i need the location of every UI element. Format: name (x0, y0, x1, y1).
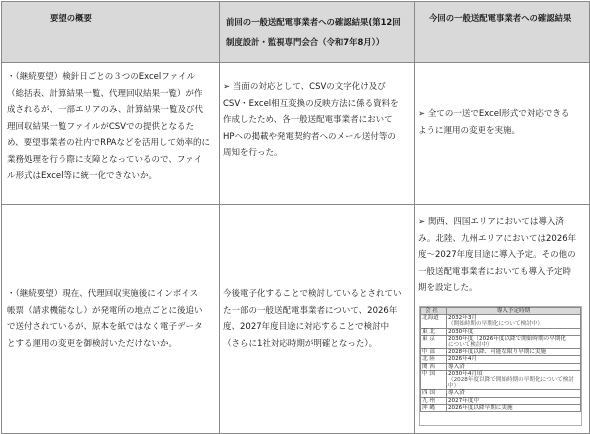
text-line: （総括表、計算結果一覧、代理回収結果一覧）が作 (7, 88, 203, 99)
text-line: 度、2027年度目途に対応することで検討中 (223, 322, 390, 332)
schedule-line: 2030年度（2026年度以降で開始時期の早期化 (448, 335, 566, 342)
schedule-row (421, 315, 581, 328)
schedule-timing (447, 370, 581, 390)
text-line: ように運用の変更を実施。 (418, 125, 521, 136)
schedule-header-row (421, 308, 581, 315)
text-line: 成されるが、一部エリアのみ、計算結果一覧及び代 (7, 105, 204, 115)
header-col3-text: 今回の一般送配電事業者への確認結果 (429, 13, 572, 23)
text-line: 期を設定した。 (418, 283, 478, 293)
text-line: た一部の一般送配電事業者について、2026年 (223, 305, 398, 316)
schedule-company: 東 京 (421, 335, 447, 348)
text-line: ➢ 全ての一送でExcel形式で対応できる (418, 109, 570, 119)
row2-request-cell (2, 205, 220, 434)
schedule-line: 2032年3月 (448, 315, 477, 322)
schedule-row (421, 370, 581, 390)
schedule-timing (447, 363, 581, 370)
schedule-row (421, 404, 581, 411)
schedule-company: 中 国 (421, 370, 447, 390)
schedule-company: 九 州 (421, 397, 447, 404)
text-line: 周知を行った。 (223, 148, 283, 158)
requests-table (1, 1, 590, 434)
text-line: ➢ 当面の対応として、CSVの文字化け及び (223, 82, 386, 92)
row2-previous-cell (220, 205, 415, 434)
schedule-row (421, 397, 581, 404)
schedule-line: 中） (448, 383, 460, 390)
text-line: 作成したため、各一般送配電事業者において (223, 115, 393, 125)
text-line: CSV・Excel相互変換の反映方法に係る資料を (223, 98, 399, 109)
text-line: 度～2027年度目途に導入予定。その他の (418, 250, 576, 260)
schedule-timing (447, 397, 581, 404)
schedule-company: 東 北 (421, 328, 447, 335)
table-row (2, 205, 590, 434)
schedule-company: 中 部 (421, 349, 447, 356)
row2-current-cell (415, 205, 590, 434)
schedule-line: 2026年度以降早期に実施 (448, 404, 513, 411)
schedule-line: （開始時期の早期化について検討中） (448, 321, 543, 328)
header-col1-text: 要望の概要 (50, 13, 92, 23)
schedule-timing (447, 390, 581, 397)
schedule-row (421, 349, 581, 356)
text-line: ・（継続要望）現在、代理回収実施後にインボイス (7, 289, 199, 299)
header-col2-line2: 制度設計・監視専門会合（令和7年8月）） (226, 37, 385, 47)
text-line: 一般送配電事業者においても導入予定時 (418, 266, 572, 277)
row1-request-cell (2, 63, 220, 205)
schedule-timing (447, 356, 581, 363)
schedule-line: 導入済 (448, 363, 465, 370)
schedule-row (421, 363, 581, 370)
schedule-timing (447, 328, 581, 335)
schedule-timing (447, 335, 581, 348)
header-col2-line1: 前回の一般送配電事業者への確認結果(第12回 (226, 17, 401, 27)
header-col2-text (226, 12, 410, 52)
header-previous-result (220, 2, 415, 63)
schedule-line: 2030年度 (448, 328, 474, 335)
schedule-row (421, 356, 581, 363)
schedule-inset-table (419, 306, 582, 426)
text-line: （さらに1社対応時期が明確となった）。 (223, 338, 378, 349)
text-line: 理回収結果一覧ファイルがCSVでの提供となるた (7, 121, 194, 132)
schedule-company: 北 陸 (421, 356, 447, 363)
schedule-line: 2028年度以降、可能な限り早期に実施 (448, 349, 547, 356)
text-line: とする運用の変更を御検討いただけないか。 (7, 338, 178, 349)
schedule-row (421, 390, 581, 397)
row1-request-text (7, 69, 210, 185)
text-line: み。北陸、九州エリアにおいては2026年 (418, 233, 577, 244)
row1-current-text (418, 106, 569, 139)
schedule-line: 2027年度中 (448, 397, 480, 404)
schedule-timing (447, 315, 581, 328)
schedule-line: 導入済 (448, 390, 465, 397)
row2-request-text (7, 286, 203, 352)
schedule-row (421, 328, 581, 335)
schedule-table (420, 307, 581, 412)
text-line: ル形式はExcel等に統一化できないか。 (7, 171, 158, 181)
schedule-line: 2030年4月頃 (448, 370, 483, 377)
text-line: め、要望事業者の社内でRPAなどを活用して効率的に (7, 138, 210, 148)
row1-previous-text (223, 79, 399, 162)
schedule-company: 四 国 (421, 390, 447, 397)
text-line: ➢ 関西、四国エリアにおいては導入済 (418, 217, 564, 227)
schedule-company: 沖 縄 (421, 404, 447, 411)
text-line: 今後電子化することで検討しているとされてい (223, 289, 402, 299)
row2-previous-text (223, 286, 402, 352)
header-row (2, 2, 590, 63)
table-row (2, 63, 590, 205)
schedule-company: 関 西 (421, 363, 447, 370)
row2-current-text (418, 214, 576, 297)
text-line: 業務処理を行う際に支障となっているので、ファイ (7, 154, 203, 165)
text-line: HPへの掲載や発電契約者へのメール送付等の (223, 131, 396, 142)
schedule-company: 北海道 (421, 315, 447, 328)
schedule-timing (447, 349, 581, 356)
header-current-result (415, 2, 590, 63)
schedule-line: （2028年度以降で開始時期の早期化について検討 (448, 377, 574, 384)
text-line: 帳票（請求機能なし）が発電所の地点ごとに後追い (7, 305, 203, 316)
text-line: で送付されているが、原本を紙ではなく電子データ (7, 322, 203, 332)
row1-previous-cell (220, 63, 415, 205)
schedule-header-company: 会 社 (421, 308, 447, 315)
schedule-header-timing: 導入予定時期 (447, 308, 581, 315)
row1-current-cell (415, 63, 590, 205)
schedule-timing (447, 404, 581, 411)
schedule-row (421, 335, 581, 348)
text-line: ・（継続要望）検針日ごとの３つのExcelファイル (7, 72, 196, 82)
header-request-summary (2, 2, 220, 63)
schedule-line: 2026年4月 (448, 356, 477, 363)
schedule-line: について検討中） (448, 342, 493, 349)
